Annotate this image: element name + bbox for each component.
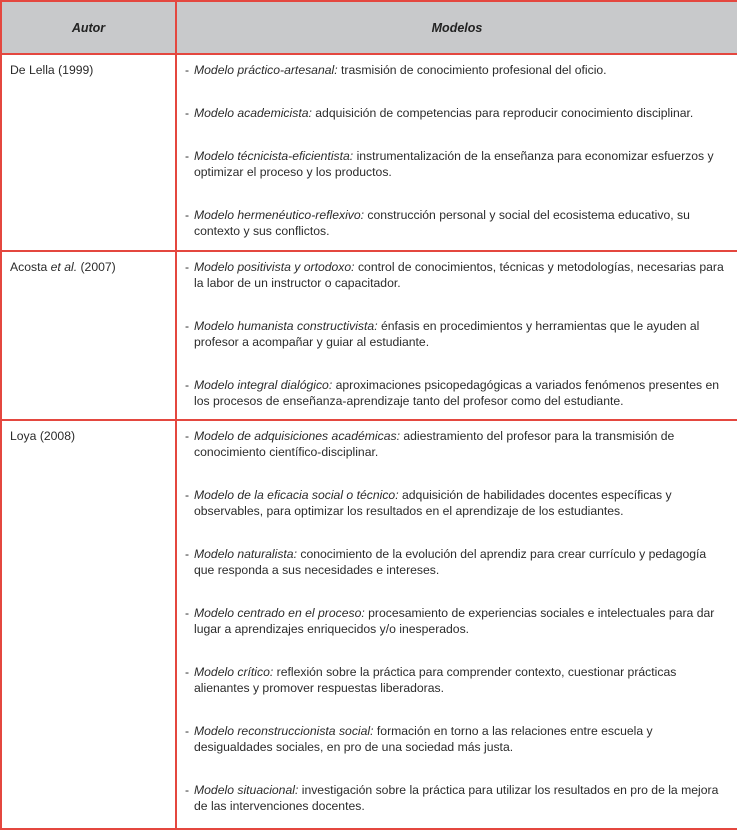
models-cell: [176, 251, 737, 420]
model-item: [185, 428, 729, 460]
bullet-dash: -: [185, 783, 190, 797]
model-item: [185, 259, 729, 291]
model-name: Modelo de adquisiciones académicas:: [194, 429, 400, 443]
model-item: [185, 318, 729, 350]
model-item: [185, 546, 729, 578]
author-etal: et al.: [50, 260, 78, 274]
model-name: Modelo crítico:: [194, 665, 274, 679]
model-description: adquisición de competencias para reproducir conocimiento disciplinar.: [311, 106, 694, 120]
table-row: [1, 54, 737, 251]
model-description: procesamiento de experiencias sociales e intelectuales para dar lugar a aprendizajes enriquecidos y/o inesperados.: [194, 606, 715, 636]
model-item: [185, 782, 729, 814]
model-item: [185, 377, 729, 409]
model-name: Modelo de la eficacia social o técnico:: [194, 488, 399, 502]
model-description: énfasis en procedimientos y herramientas que le ayuden al profesor a acompañar y guiar al estudiante.: [194, 319, 700, 349]
model-item: [185, 62, 729, 78]
bullet-dash: -: [185, 378, 190, 392]
model-name: Modelo técnicista-eficientista:: [194, 149, 354, 163]
model-name: Modelo humanista constructivista:: [194, 319, 378, 333]
model-item: [185, 487, 729, 519]
model-name: Modelo centrado en el proceso:: [194, 606, 365, 620]
model-description: control de conocimientos, técnicas y metodologías, necesarias para la labor de un instructor o capacitador.: [194, 260, 724, 290]
model-description: reflexión sobre la práctica para comprender contexto, cuestionar prácticas alienantes y promover respuestas liberadoras.: [194, 665, 677, 695]
model-name: Modelo integral dialógico:: [194, 378, 333, 392]
table-row: [1, 251, 737, 420]
model-description: trasmisión de conocimiento profesional del oficio.: [337, 63, 607, 77]
models-cell: [176, 54, 737, 251]
model-name: Modelo positivista y ortodoxo:: [194, 260, 355, 274]
bullet-dash: -: [185, 63, 190, 77]
model-item: [185, 723, 729, 755]
model-name: Modelo situacional:: [194, 783, 299, 797]
model-description: construcción personal y social del ecosistema educativo, su contexto y sus conflictos.: [194, 208, 690, 238]
author-year: (2007): [77, 260, 116, 274]
bullet-dash: -: [185, 724, 190, 738]
model-item: [185, 105, 729, 121]
model-item: [185, 605, 729, 637]
model-name: Modelo reconstruccionista social:: [194, 724, 374, 738]
model-item: [185, 664, 729, 696]
author-name: Acosta: [10, 260, 51, 274]
author-cell: [1, 420, 176, 829]
model-description: adiestramiento del profesor para la transmisión de conocimiento científico-disciplinar.: [194, 429, 675, 459]
models-cell: [176, 420, 737, 829]
bullet-dash: -: [185, 429, 190, 443]
bullet-dash: -: [185, 319, 190, 333]
model-item: [185, 207, 729, 239]
author-name: Loya (2008): [10, 429, 76, 443]
bullet-dash: -: [185, 260, 190, 274]
model-description: instrumentalización de la enseñanza para economizar esfuerzos y optimizar el proceso y los productos.: [194, 149, 714, 179]
author-cell: [1, 251, 176, 420]
model-name: Modelo práctico-artesanal:: [194, 63, 338, 77]
model-name: Modelo academicista:: [194, 106, 312, 120]
model-description: conocimiento de la evolución del aprendiz para crear currículo y pedagogía que responda a sus necesidades e intereses.: [194, 547, 707, 577]
bullet-dash: -: [185, 149, 190, 163]
bullet-dash: -: [185, 606, 190, 620]
bullet-dash: -: [185, 488, 190, 502]
bullet-dash: -: [185, 547, 190, 561]
model-description: aproximaciones psicopedagógicas a variados fenómenos presentes en los procesos de enseñanza-aprendizaje tanto del profesor como del estudiante.: [194, 378, 720, 408]
model-description: formación en torno a las relaciones entre escuela y desigualdades sociales, en pro de una sociedad más justa.: [194, 724, 653, 754]
author-name: De Lella (1999): [10, 63, 94, 77]
header-models: Modelos: [176, 1, 737, 54]
model-item: [185, 148, 729, 180]
model-name: Modelo naturalista:: [194, 547, 297, 561]
bullet-dash: -: [185, 665, 190, 679]
bullet-dash: -: [185, 208, 190, 222]
model-description: adquisición de habilidades docentes específicas y observables, para optimizar los resultados en el aprendizaje de los estudiantes.: [194, 488, 672, 518]
author-cell: [1, 54, 176, 251]
header-author: Autor: [1, 1, 176, 54]
header-row: [1, 1, 737, 54]
model-name: Modelo hermenéutico-reflexivo:: [194, 208, 365, 222]
table-row: [1, 420, 737, 829]
bullet-dash: -: [185, 106, 190, 120]
model-description: investigación sobre la práctica para utilizar los resultados en pro de la mejora de las intervenciones docentes.: [194, 783, 719, 813]
